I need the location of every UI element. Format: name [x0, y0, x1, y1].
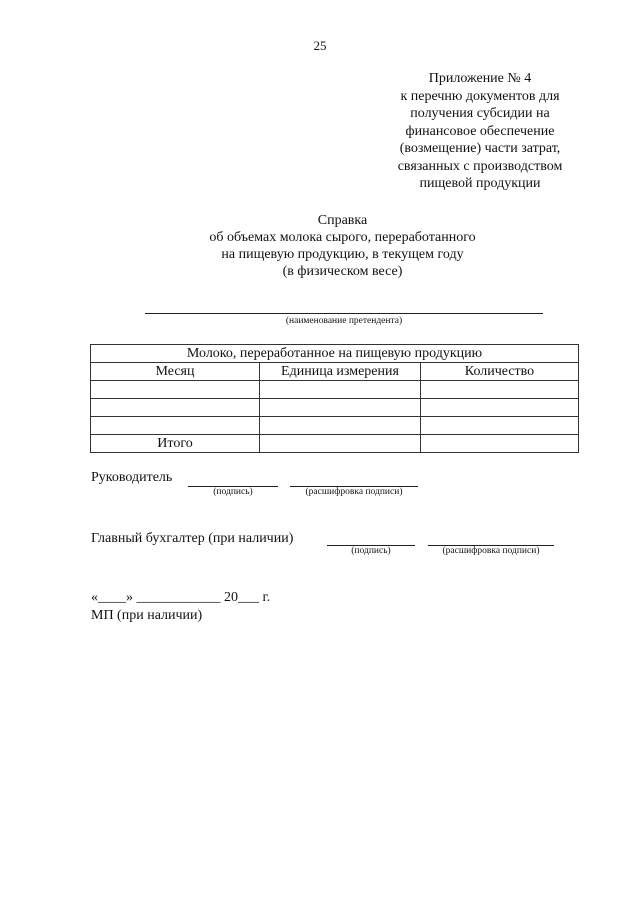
table-row: [91, 417, 579, 435]
stamp-label: МП (при наличии): [91, 608, 203, 623]
director-name-caption: (расшифровка подписи): [305, 487, 403, 497]
table-cell[interactable]: [260, 417, 421, 435]
date-field[interactable]: «____» ____________ 20___ г.: [91, 590, 271, 605]
appendix-block: [370, 70, 590, 193]
appendix-line: к перечню документов для: [400, 88, 560, 104]
appendix-line: финансовое обеспечение: [405, 123, 555, 139]
page-number: 25: [313, 38, 327, 53]
column-header-month: Месяц: [91, 363, 260, 381]
table-total-row: [91, 435, 579, 453]
column-header-quantity: Количество: [421, 363, 579, 381]
milk-volume-table: [90, 344, 579, 453]
table-cell[interactable]: [421, 399, 579, 417]
table-columns-row: [91, 363, 579, 381]
title-line: об объемах молока сырого, переработанного: [209, 230, 476, 245]
applicant-caption: (наименование претендента): [285, 316, 403, 326]
table-cell[interactable]: [421, 381, 579, 399]
table-row: [91, 399, 579, 417]
table-header-row: [91, 345, 579, 363]
table-cell[interactable]: [260, 381, 421, 399]
appendix-line: связанных с производством: [397, 158, 563, 174]
column-header-unit: Единица измерения: [260, 363, 421, 381]
accountant-name-caption: (расшифровка подписи): [442, 546, 540, 556]
table-header: Молоко, переработанное на пищевую продукцию: [91, 345, 579, 363]
director-label: Руководитель: [91, 470, 173, 485]
table-row: [91, 381, 579, 399]
applicant-name-field[interactable]: [145, 313, 543, 314]
appendix-line: Приложение № 4: [428, 71, 532, 86]
table-cell[interactable]: [421, 417, 579, 435]
title-line: на пищевую продукцию, в текущем году: [221, 247, 464, 262]
table-cell[interactable]: [91, 381, 260, 399]
table-cell[interactable]: [91, 417, 260, 435]
document-title: [0, 212, 640, 280]
title-line: Справка: [317, 213, 368, 228]
table-cell[interactable]: [260, 399, 421, 417]
appendix-line: (возмещение) части затрат,: [399, 141, 561, 156]
accountant-label: Главный бухгалтер (при наличии): [91, 531, 294, 546]
director-sign-caption: (подпись): [213, 487, 253, 497]
total-unit-cell[interactable]: [260, 435, 421, 453]
accountant-sign-caption: (подпись): [351, 546, 391, 556]
table-cell[interactable]: [91, 399, 260, 417]
total-label: Итого: [91, 435, 260, 453]
total-quantity-cell[interactable]: [421, 435, 579, 453]
appendix-line: пищевой продукции: [419, 176, 541, 191]
appendix-line: получения субсидии на: [410, 106, 550, 121]
title-line: (в физическом весе): [282, 264, 403, 279]
